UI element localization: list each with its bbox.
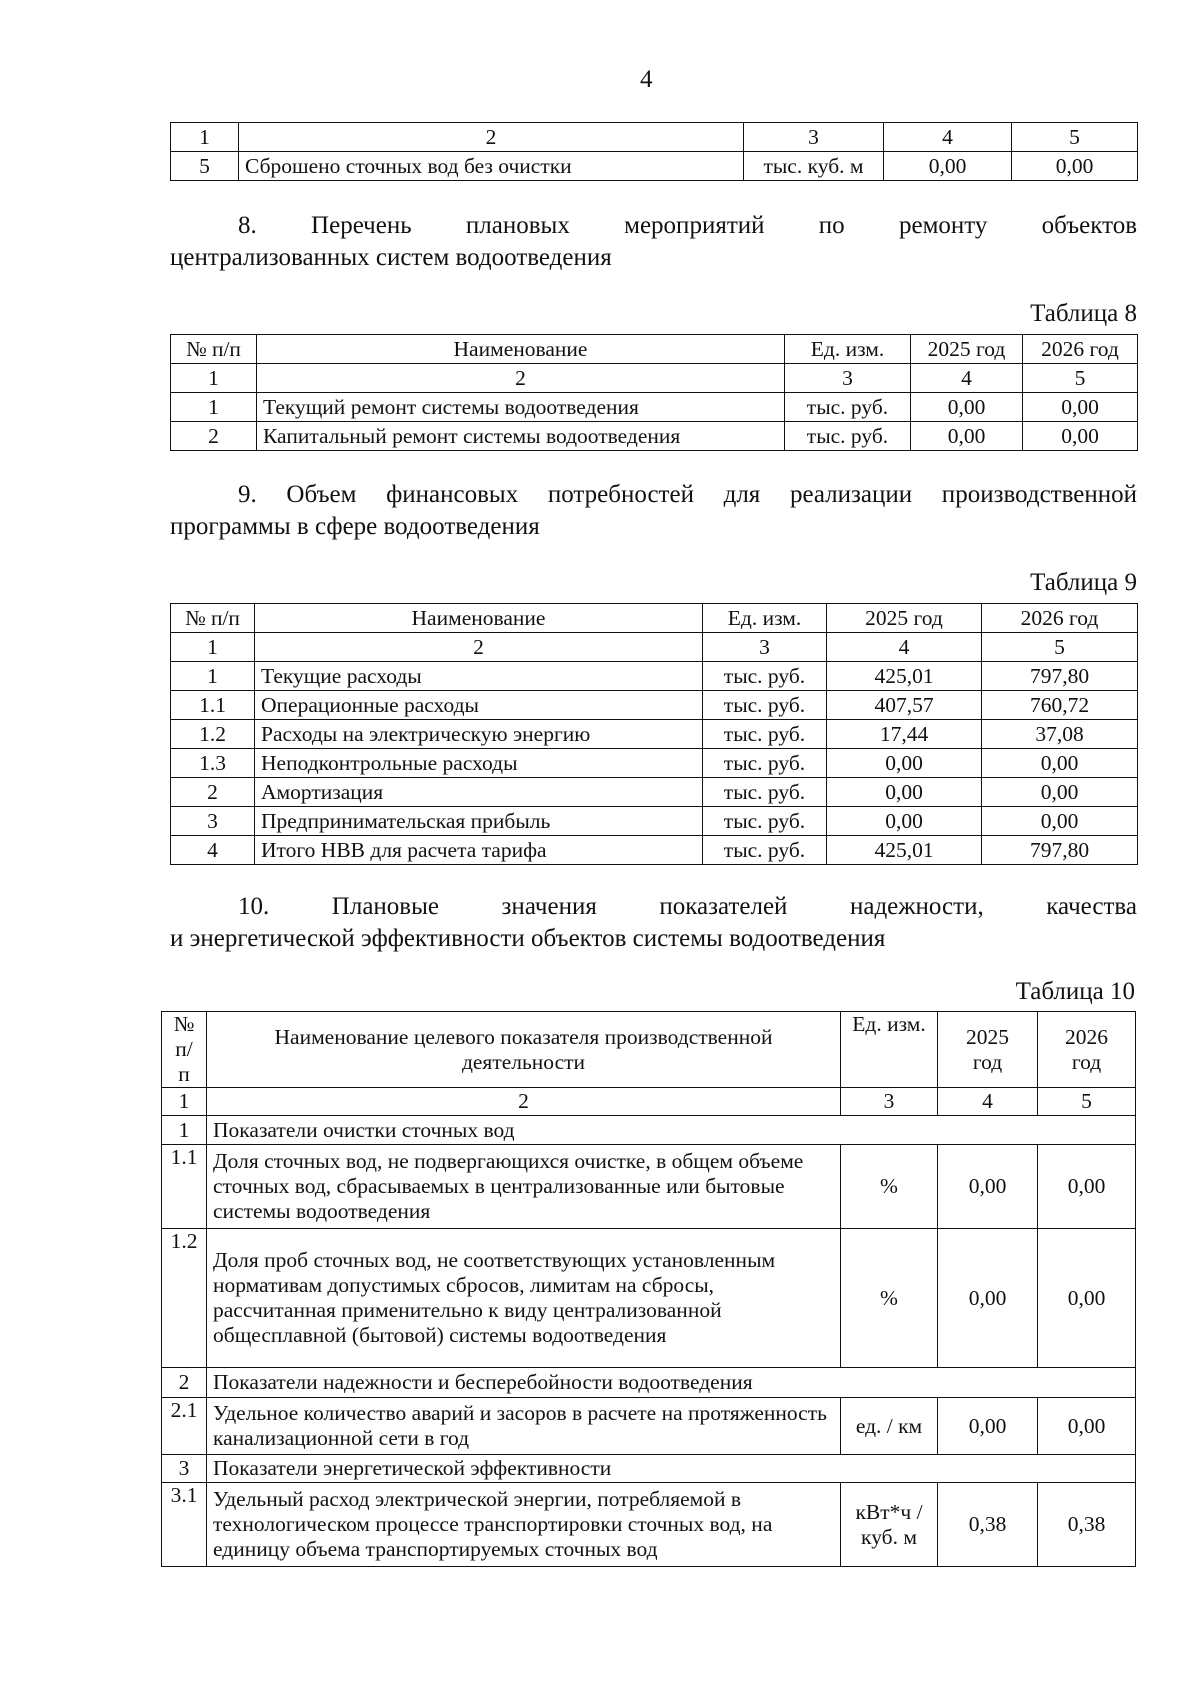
- section-10-heading-line2: и энергетической эффективности объектов системы водоотведения: [170, 925, 886, 952]
- page-number: 4: [640, 66, 653, 93]
- cell: 760,72: [982, 691, 1138, 720]
- cell: 0,00: [884, 152, 1012, 181]
- cell: 1.1: [171, 691, 255, 720]
- cell: 1: [162, 1088, 207, 1116]
- cell: 2: [171, 778, 255, 807]
- table-row: [162, 1398, 1136, 1455]
- cell: 2: [257, 364, 785, 393]
- table-row: [162, 1483, 1136, 1567]
- table-9: [170, 603, 1138, 865]
- cell: %: [841, 1145, 938, 1229]
- section-9-heading-line2: программы в сфере водоотведения: [170, 513, 540, 540]
- table-10: [161, 1011, 1136, 1567]
- cell: 1: [171, 393, 257, 422]
- cell: тыс. руб.: [703, 836, 827, 865]
- cell: Удельный расход электрической энергии, потребляемой в технологическом процессе транспортировки сточных вод, на единицу объема транспортируемых сточных вод: [207, 1483, 841, 1567]
- cell: 1: [171, 662, 255, 691]
- group-row: [162, 1368, 1136, 1398]
- cell: Расходы на электрическую энергию: [255, 720, 703, 749]
- cell: 0,00: [911, 393, 1023, 422]
- table-row: [171, 691, 1138, 720]
- group-row: [162, 1116, 1136, 1145]
- cell: Сброшено сточных вод без очистки: [239, 152, 744, 181]
- group-row: [162, 1455, 1136, 1483]
- cell: 5: [1012, 123, 1138, 152]
- table-number-row: [171, 633, 1138, 662]
- table-header: [171, 335, 1138, 364]
- cell: 425,01: [827, 836, 982, 865]
- column-header: 2026 год: [982, 604, 1138, 633]
- section-8-heading-line2: централизованных систем водоотведения: [170, 244, 612, 271]
- cell: тыс. руб.: [703, 691, 827, 720]
- cell: 425,01: [827, 662, 982, 691]
- column-header: Наименование: [257, 335, 785, 364]
- table-row: [171, 720, 1138, 749]
- cell: 0,00: [827, 749, 982, 778]
- table-8-caption: Таблица 8: [1030, 300, 1137, 327]
- cell: 4: [884, 123, 1012, 152]
- table-row: [171, 778, 1138, 807]
- table-row: [171, 422, 1138, 451]
- column-header: 2025 год: [938, 1012, 1038, 1088]
- table-row: [171, 662, 1138, 691]
- cell: 797,80: [982, 836, 1138, 865]
- cell: Амортизация: [255, 778, 703, 807]
- section-9-heading: 9. Объем финансовых потребностей для реализации производственной: [238, 481, 1137, 508]
- cell: 2.1: [162, 1398, 207, 1455]
- cell: 4: [827, 633, 982, 662]
- cell: Предпринимательская прибыль: [255, 807, 703, 836]
- cell: 1.1: [162, 1145, 207, 1229]
- column-header: № п/п: [171, 335, 257, 364]
- cell: 0,38: [1038, 1483, 1136, 1567]
- cell: 0,00: [1023, 393, 1138, 422]
- cell: 4: [171, 836, 255, 865]
- cell: Показатели энергетической эффективности: [207, 1455, 1136, 1483]
- cell: 0,00: [827, 778, 982, 807]
- cell: Текущие расходы: [255, 662, 703, 691]
- cell: Текущий ремонт системы водоотведения: [257, 393, 785, 422]
- cell: Показатели надежности и бесперебойности водоотведения: [207, 1368, 1136, 1398]
- cell: 0,00: [1038, 1398, 1136, 1455]
- section-10-heading: 10. Плановые значения показателей надежности, качества: [238, 893, 1137, 920]
- column-header: 2026 год: [1023, 335, 1138, 364]
- table-number-row: [171, 123, 1138, 152]
- cell: Показатели очистки сточных вод: [207, 1116, 1136, 1145]
- cell: 2: [162, 1368, 207, 1398]
- cell: тыс. руб.: [703, 778, 827, 807]
- column-header: 2025 год: [827, 604, 982, 633]
- cell: 0,00: [982, 807, 1138, 836]
- cell: Удельное количество аварий и засоров в расчете на протяженность канализационной сети в год: [207, 1398, 841, 1455]
- column-header: 2025 год: [911, 335, 1023, 364]
- cell: 4: [938, 1088, 1038, 1116]
- column-header: Наименование целевого показателя производственной деятельности: [207, 1012, 841, 1088]
- cell: 17,44: [827, 720, 982, 749]
- cell: %: [841, 1229, 938, 1368]
- cell: 1.2: [162, 1229, 207, 1368]
- cell: 1.3: [171, 749, 255, 778]
- cell: 0,00: [938, 1145, 1038, 1229]
- table-row: [171, 836, 1138, 865]
- cell: 0,00: [1038, 1229, 1136, 1368]
- cell: 1.2: [171, 720, 255, 749]
- table-row: [171, 807, 1138, 836]
- cell: 5: [1038, 1088, 1136, 1116]
- table-8: [170, 334, 1138, 451]
- column-header: Ед. изм.: [703, 604, 827, 633]
- cell: 407,57: [827, 691, 982, 720]
- cell: 37,08: [982, 720, 1138, 749]
- table-10-caption: Таблица 10: [1015, 978, 1135, 1005]
- cell: 3: [841, 1088, 938, 1116]
- cell: ед. / км: [841, 1398, 938, 1455]
- cell: 0,00: [1038, 1145, 1136, 1229]
- cell: Капитальный ремонт системы водоотведения: [257, 422, 785, 451]
- cell: 0,00: [1023, 422, 1138, 451]
- cell: 797,80: [982, 662, 1138, 691]
- cell: 3: [744, 123, 884, 152]
- cell: 5: [982, 633, 1138, 662]
- cell: 1: [171, 364, 257, 393]
- table-header: [162, 1012, 1136, 1088]
- cell: тыс. руб.: [703, 662, 827, 691]
- cell: тыс. руб.: [703, 720, 827, 749]
- column-header: Ед. изм.: [785, 335, 911, 364]
- table-number-row: [171, 364, 1138, 393]
- cell: 5: [1023, 364, 1138, 393]
- table-row: [162, 1145, 1136, 1229]
- cell: 0,00: [1012, 152, 1138, 181]
- table-row: [162, 1229, 1136, 1368]
- column-header: Наименование: [255, 604, 703, 633]
- cell: 0,00: [827, 807, 982, 836]
- cell: тыс. руб.: [703, 749, 827, 778]
- column-header: 2026 год: [1038, 1012, 1136, 1088]
- cell: 4: [911, 364, 1023, 393]
- cell: 0,00: [982, 778, 1138, 807]
- column-header: № п/п: [162, 1012, 207, 1088]
- cell: 3.1: [162, 1483, 207, 1567]
- cell: тыс. руб.: [703, 807, 827, 836]
- table-row: [171, 749, 1138, 778]
- cell: 0,00: [938, 1398, 1038, 1455]
- cell: 2: [255, 633, 703, 662]
- cell: Доля проб сточных вод, не соответствующих установленным нормативам допустимых сбросов, лимитам на сбросы, рассчитанная применительно к виду централизованной общесплавной (бытовой) системы водоотведения: [207, 1229, 841, 1368]
- cell: 1: [171, 633, 255, 662]
- table-number-row: [162, 1088, 1136, 1116]
- cell: 3: [703, 633, 827, 662]
- cell: 3: [785, 364, 911, 393]
- cell: 5: [171, 152, 239, 181]
- cell: тыс. руб.: [785, 393, 911, 422]
- column-header: № п/п: [171, 604, 255, 633]
- cell: тыс. куб. м: [744, 152, 884, 181]
- cell: 0,38: [938, 1483, 1038, 1567]
- table-7-tail: [170, 122, 1138, 181]
- cell: Итого НВВ для расчета тарифа: [255, 836, 703, 865]
- column-header: Ед. изм.: [841, 1012, 938, 1088]
- cell: Операционные расходы: [255, 691, 703, 720]
- table-header: [171, 604, 1138, 633]
- cell: 2: [171, 422, 257, 451]
- cell: 2: [239, 123, 744, 152]
- cell: 3: [171, 807, 255, 836]
- cell: 3: [162, 1455, 207, 1483]
- cell: 2: [207, 1088, 841, 1116]
- cell: Доля сточных вод, не подвергающихся очистке, в общем объеме сточных вод, сбрасываемых в централизованные или бытовые системы водоотведения: [207, 1145, 841, 1229]
- table-9-caption: Таблица 9: [1030, 569, 1137, 596]
- table-row: [171, 393, 1138, 422]
- cell: тыс. руб.: [785, 422, 911, 451]
- cell: 0,00: [911, 422, 1023, 451]
- cell: 1: [162, 1116, 207, 1145]
- table-row: [171, 152, 1138, 181]
- cell: 0,00: [938, 1229, 1038, 1368]
- cell: Неподконтрольные расходы: [255, 749, 703, 778]
- section-8-heading: 8. Перечень плановых мероприятий по ремонту объектов: [238, 212, 1137, 239]
- cell: кВт*ч / куб. м: [841, 1483, 938, 1567]
- cell: 0,00: [982, 749, 1138, 778]
- cell: 1: [171, 123, 239, 152]
